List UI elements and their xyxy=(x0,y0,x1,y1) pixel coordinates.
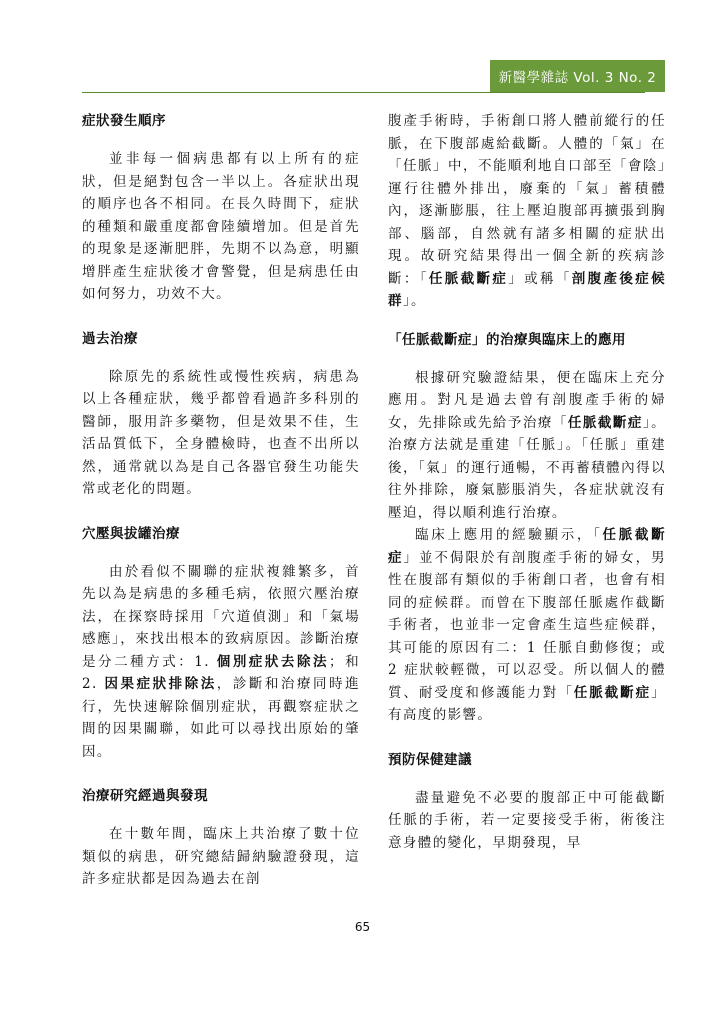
section-heading-research: 治療研究經過與發現 xyxy=(82,788,208,804)
section-heading-clinical-application: 「任脈截斷症」的治療與臨床上的應用 xyxy=(388,331,626,348)
paragraph-diagnosis: 腹產手術時，手術創口將人體前縱行的任脈，在下腹部處給截斷。人體的「氣」在「任脈」中，不能順利地自口部至「會陰」運行往體外排出，廢棄的「氣」蓄積體內，逐漸膨脹，往上壓迫腹部再擴張到胸部、腦部，自然就有諸多相關的症狀出現。故研究結果得出一個全新的疾病診斷：「任脈截斷症」或稱「剖腹產後症候群」。 xyxy=(388,113,667,309)
right-column xyxy=(388,110,666,854)
paragraph-clinical-experience: 臨床上應用的經驗顯示，「任脈截斷症」並不侷限於有剖腹產手術的婦女，男性在腹部有類似的手術創口者，也會有相同的症候群。而曾在下腹部任脈處作截斷手術者，也並非一定會產生這些症候群，其可能的原因有二：1 任脈自動修復；或 2 症狀較輕微，可以忍受。所以個人的體質、耐受度和修護能力對「任脈截斷症」有高度的影響。 xyxy=(388,527,667,723)
section-heading-past-treatment: 過去治療 xyxy=(82,330,138,347)
page-number: 65 xyxy=(354,920,371,934)
paragraph-clinical-application: 根據研究驗證結果，便在臨床上充分應用。對凡是過去曾有剖腹產手術的婦女，先排除或先給予治療「任脈截斷症」。治療方法就是重建「任脈」。「任脈」重建後，「氣」的運行通暢，不再蓄積體內得以往外排除，廢氣膨脹消失，各症狀就沒有壓迫，得以順利進行治療。 xyxy=(388,369,666,521)
section-heading-acupressure: 穴壓與拔罐治療 xyxy=(82,525,180,542)
paragraph-acupressure: 由於看似不關聯的症狀複雜繁多，首先以為是病患的多種毛病，依照穴壓治療法，在探察時採用「穴道偵測」和「氣場感應」，來找出根本的致病原因。診斷治療是分二種方式：1. 個別症狀去除法；和 2. 因果症狀排除法，診斷和治療同時進行，先快速解除個別症狀，再觀察症狀之間的因果關聯，如此可以尋找出原始的肇因。 xyxy=(82,563,360,760)
paragraph-symptom-order: 並非每一個病患都有以上所有的症狀，但是絕對包含一半以上。各症狀出現的順序也各不相同。在長久時間下，症狀的種類和嚴重度都會陸續增加。但是首先的現象是逐漸肥胖，先期不以為意，明顯增胖產生症狀後才會警覺，但是病患任由如何努力，功效不大。 xyxy=(82,151,360,302)
left-column xyxy=(82,110,360,891)
section-heading-prevention: 預防保健建議 xyxy=(388,751,472,768)
header-rule xyxy=(82,92,645,93)
paragraph-prevention: 盡量避免不必要的腹部正中可能截斷任脈的手術，若一定要接受手術，術後注意身體的變化，早期發現，早 xyxy=(388,789,666,851)
section-heading-symptom-order: 症狀發生順序 xyxy=(82,113,166,129)
paragraph-research: 在十數年間，臨床上共治療了數十位類似的病患，研究總結歸納驗證發現，這許多症狀都是因為過去在剖 xyxy=(82,826,360,887)
journal-header: 新醫學雜誌 Vol. 3 No. 2 xyxy=(490,60,665,92)
paragraph-past-treatment: 除原先的系統性或慢性疾病，病患為以上各種症狀，幾乎都曾看過許多科別的醫師，服用許多藥物，但是效果不佳，生活品質低下，全身體檢時，也查不出所以然，通常就以為是自己各器官發生功能失常或老化的問題。 xyxy=(82,368,360,497)
